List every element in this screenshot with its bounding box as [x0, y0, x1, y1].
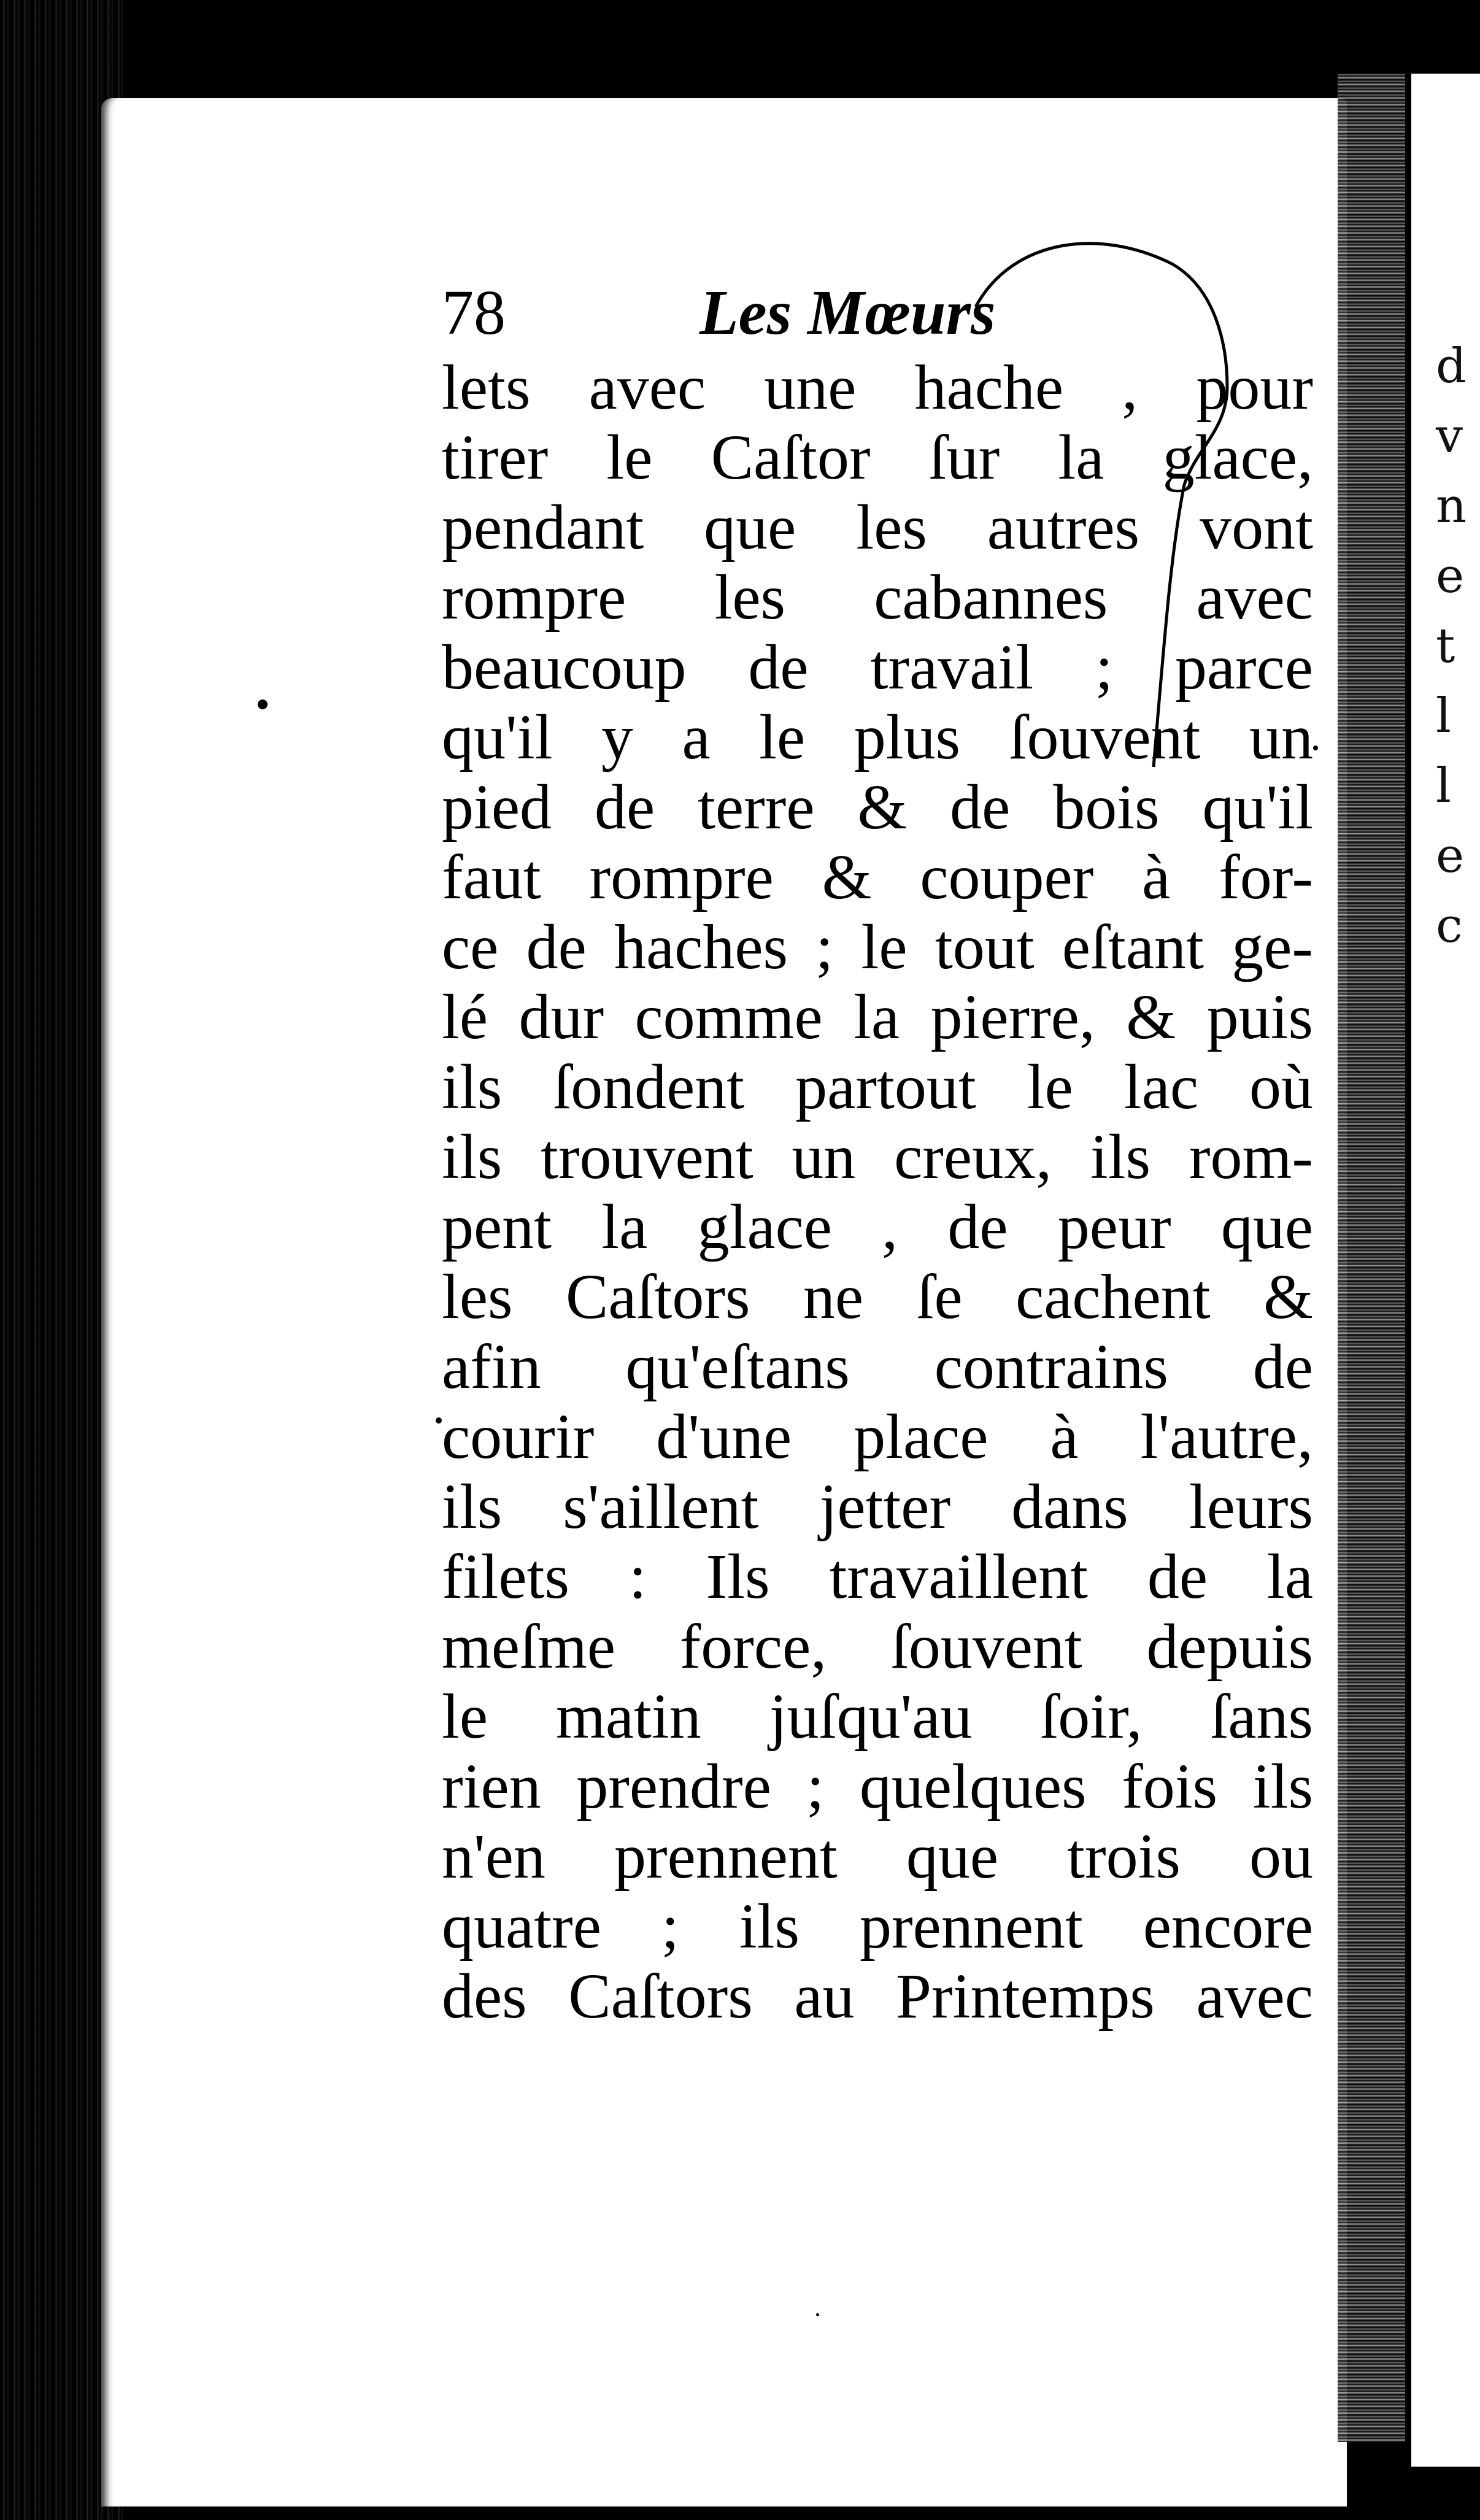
facing-letter: v: [1436, 409, 1463, 464]
text-line: ils s'aillent jetter dans leurs: [442, 1471, 1313, 1542]
text-line: n'en prennent que trois ou: [442, 1821, 1313, 1892]
text-line: pied de terre & de bois qu'il: [442, 772, 1313, 842]
text-line: tirer le Caſtor ſur la glace,: [442, 422, 1313, 493]
text-line: lé dur comme la pierre, & puis: [442, 982, 1313, 1052]
text-line: pendant que les autres vont: [442, 492, 1313, 563]
text-line: filets : Ils travaillent de la: [442, 1541, 1313, 1612]
text-line: ce de haches ; le tout eſtant ge-: [442, 912, 1313, 982]
text-line: ils trouvent un creux, ils rom-: [442, 1122, 1313, 1192]
text-line: ils ſondent partout le lac où: [442, 1052, 1313, 1122]
facing-letter: d: [1436, 339, 1467, 394]
scan-speck: [1313, 746, 1318, 750]
text-line: courir d'une place à l'autre,: [442, 1401, 1313, 1472]
pen-annotation-curve: [939, 227, 1258, 779]
running-title: Les Mœurs: [700, 277, 996, 348]
facing-letter: c: [1436, 898, 1463, 954]
scan-speck: [816, 2313, 819, 2316]
facing-page-text: [1436, 331, 1480, 961]
scan-speck: [258, 699, 268, 709]
text-line: afin qu'eſtans contrains de: [442, 1331, 1313, 1402]
text-line: qu'il y a le plus ſouvent un: [442, 702, 1313, 773]
page-gutter: [1338, 74, 1405, 2442]
page-number: 78: [442, 277, 506, 348]
text-line: rompre les cabannes avec: [442, 562, 1313, 633]
text-line: beaucoup de travail ; parce: [442, 632, 1313, 703]
text-line: pent la glace , de peur que: [442, 1192, 1313, 1262]
facing-letter: l: [1436, 758, 1451, 814]
text-line: le matin juſqu'au ſoir, ſans: [442, 1681, 1313, 1752]
text-line: meſme force, ſouvent depuis: [442, 1611, 1313, 1682]
text-line: les Caſtors ne ſe cachent &: [442, 1262, 1313, 1332]
facing-letter: e: [1436, 549, 1465, 604]
text-line: des Caſtors au Printemps avec: [442, 1961, 1313, 2032]
text-line: faut rompre & couper à for-: [442, 842, 1313, 912]
facing-letter: t: [1436, 618, 1455, 674]
facing-letter: l: [1436, 688, 1451, 744]
facing-letter: n: [1436, 479, 1467, 534]
facing-letter: e: [1436, 828, 1465, 884]
text-line: rien prendre ; quelques fois ils: [442, 1751, 1313, 1822]
scan-speck: [436, 1417, 442, 1424]
text-line: lets avec une hache , pour: [442, 352, 1313, 423]
text-line: quatre ; ils prennent encore: [442, 1891, 1313, 1962]
